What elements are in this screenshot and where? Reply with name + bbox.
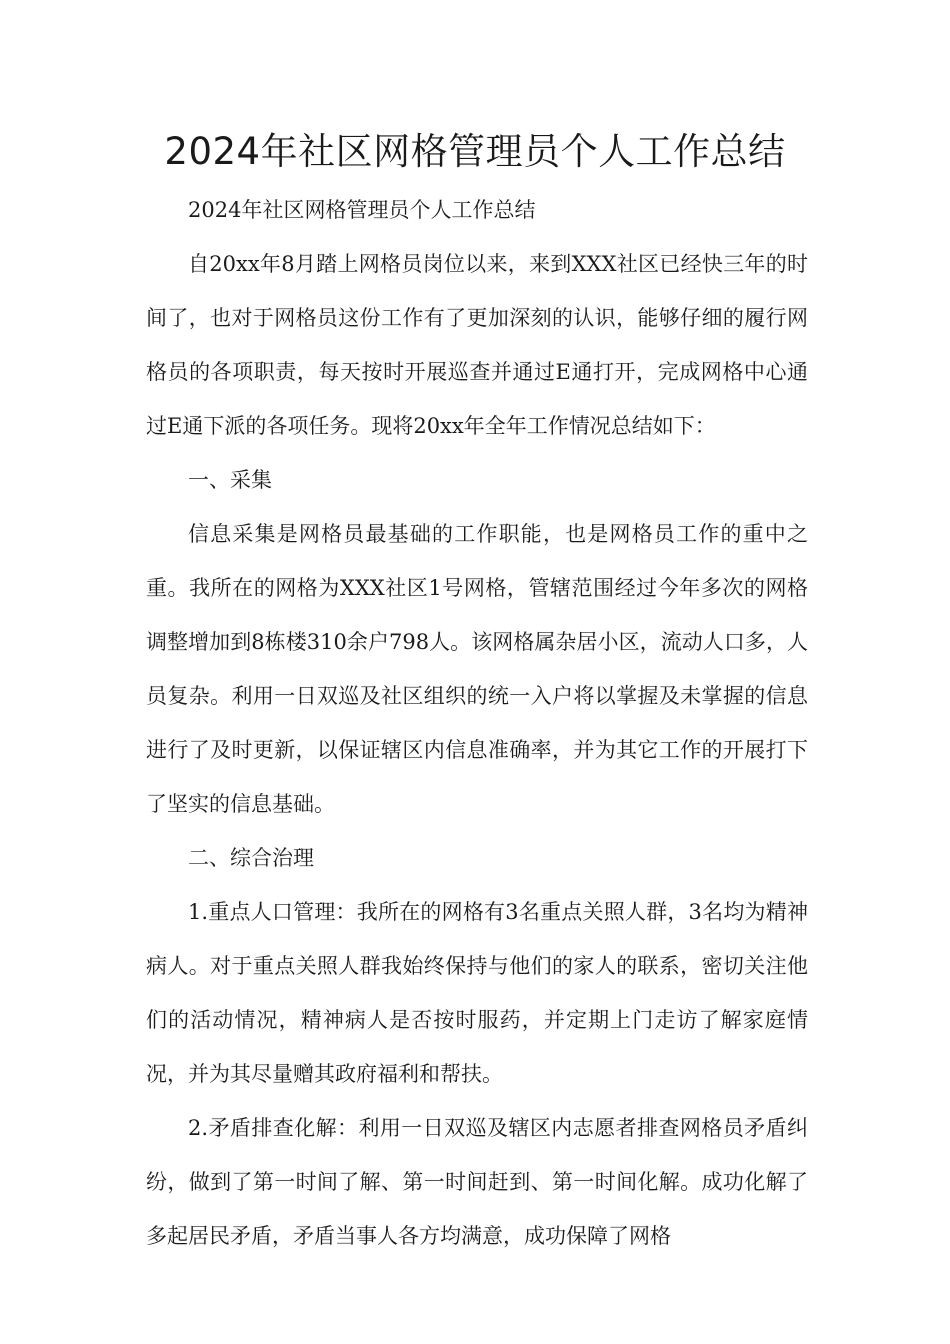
collection-paragraph: 信息采集是网格员最基础的工作职能，也是网格员工作的重中之重。我所在的网格为XXX社区1号网格，管辖范围经过今年多次的网格调整增加到8栋楼310余户798人。该网格属杂居小区，流动人口多，人员复杂。利用一日双巡及社区组织的统一入户将以掌握及未掌握的信息进行了及时更新，以保证辖区内信息准确率，并为其它工作的开展打下了坚实的信息基础。 bbox=[146, 522, 808, 816]
document-body bbox=[146, 183, 808, 1263]
section-heading-governance: 二、综合治理 bbox=[188, 846, 314, 870]
section-heading-collection: 一、采集 bbox=[188, 468, 272, 492]
intro-paragraph: 自20xx年8月踏上网格员岗位以来，来到XXX社区已经快三年的时间了，也对于网格员这份工作有了更加深刻的认识，能够仔细的履行网格员的各项职责，每天按时开展巡查并通过E通打开，完成网格中心通过E通下派的各项任务。现将20xx年全年工作情况总结如下： bbox=[146, 252, 808, 438]
document-title: 2024年社区网格管理员个人工作总结 bbox=[164, 130, 786, 173]
key-population-paragraph: 1.重点人口管理：我所在的网格有3名重点关照人群，3名均为精神病人。对于重点关照人群我始终保持与他们的家人的联系，密切关注他们的活动情况，精神病人是否按时服药，并定期上门走访了解家庭情况，并为其尽量赠其政府福利和帮扶。 bbox=[146, 900, 808, 1086]
conflict-resolution-paragraph: 2.矛盾排查化解：利用一日双巡及辖区内志愿者排查网格员矛盾纠纷，做到了第一时间了解、第一时间赶到、第一时间化解。成功化解了多起居民矛盾，矛盾当事人各方均满意，成功保障了网格 bbox=[146, 1116, 808, 1248]
subtitle-paragraph: 2024年社区网格管理员个人工作总结 bbox=[188, 198, 536, 222]
